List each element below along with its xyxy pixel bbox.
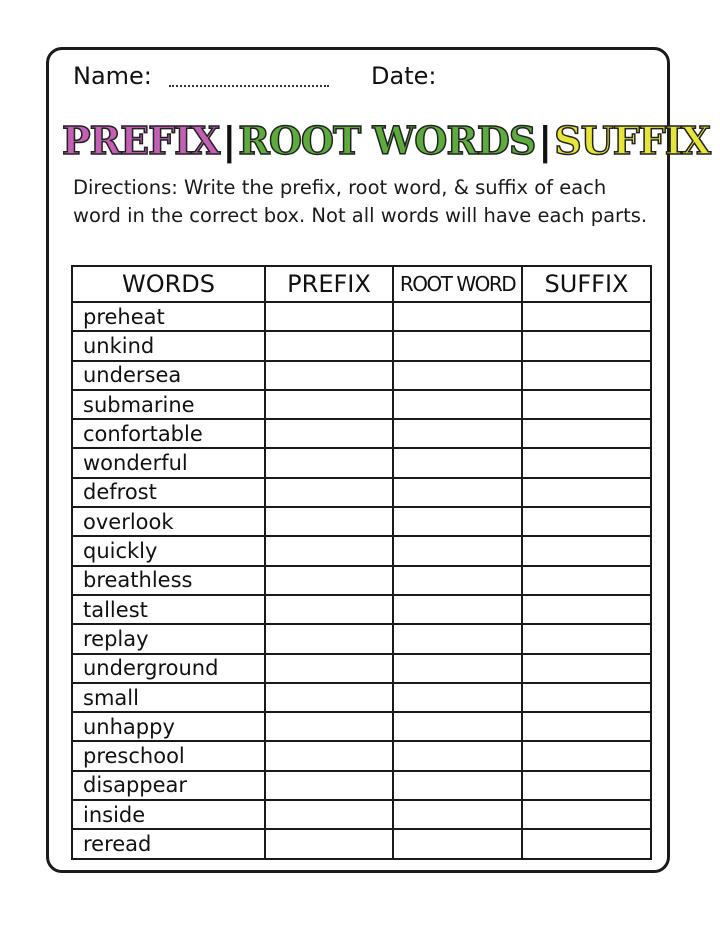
suffix-answer-cell[interactable] bbox=[522, 771, 651, 800]
date-label: Date: bbox=[371, 62, 437, 90]
word-cell: wonderful bbox=[72, 448, 265, 477]
table-row bbox=[72, 683, 651, 712]
table-row bbox=[72, 741, 651, 770]
table-row bbox=[72, 624, 651, 653]
word-cell: preschool bbox=[72, 741, 265, 770]
table-row bbox=[72, 448, 651, 477]
suffix-answer-cell[interactable] bbox=[522, 419, 651, 448]
table-row bbox=[72, 771, 651, 800]
suffix-answer-cell[interactable] bbox=[522, 566, 651, 595]
table-row bbox=[72, 800, 651, 829]
word-cell: inside bbox=[72, 800, 265, 829]
table-row bbox=[72, 654, 651, 683]
table-row bbox=[72, 390, 651, 419]
suffix-answer-cell[interactable] bbox=[522, 361, 651, 390]
prefix-answer-cell[interactable] bbox=[265, 419, 393, 448]
suffix-answer-cell[interactable] bbox=[522, 478, 651, 507]
suffix-answer-cell[interactable] bbox=[522, 829, 651, 858]
word-cell: replay bbox=[72, 624, 265, 653]
suffix-answer-cell[interactable] bbox=[522, 683, 651, 712]
directions-text: Directions: Write the prefix, root word, & suffix of each word in the correct box. Not all words will have each parts. bbox=[73, 176, 648, 227]
suffix-answer-cell[interactable] bbox=[522, 624, 651, 653]
root-word-answer-cell[interactable] bbox=[393, 419, 522, 448]
word-cell: defrost bbox=[72, 478, 265, 507]
prefix-answer-cell[interactable] bbox=[265, 390, 393, 419]
worksheet-title bbox=[62, 112, 710, 170]
word-cell: unkind bbox=[72, 331, 265, 360]
word-cell: breathless bbox=[72, 566, 265, 595]
root-word-answer-cell[interactable] bbox=[393, 771, 522, 800]
table-row bbox=[72, 302, 651, 331]
table-row bbox=[72, 331, 651, 360]
suffix-answer-cell[interactable] bbox=[522, 712, 651, 741]
root-word-answer-cell[interactable] bbox=[393, 683, 522, 712]
word-cell: overlook bbox=[72, 507, 265, 536]
table-row bbox=[72, 712, 651, 741]
word-cell: submarine bbox=[72, 390, 265, 419]
table-row bbox=[72, 419, 651, 448]
suffix-answer-cell[interactable] bbox=[522, 741, 651, 770]
header-suffix: SUFFIX bbox=[522, 266, 651, 302]
title-separator: | bbox=[538, 119, 552, 163]
word-cell: quickly bbox=[72, 536, 265, 565]
title-prefix: PREFIX bbox=[62, 118, 220, 163]
prefix-answer-cell[interactable] bbox=[265, 624, 393, 653]
word-cell: undersea bbox=[72, 361, 265, 390]
suffix-answer-cell[interactable] bbox=[522, 448, 651, 477]
prefix-answer-cell[interactable] bbox=[265, 478, 393, 507]
word-cell: disappear bbox=[72, 771, 265, 800]
root-word-answer-cell[interactable] bbox=[393, 654, 522, 683]
word-cell: unhappy bbox=[72, 712, 265, 741]
prefix-answer-cell[interactable] bbox=[265, 829, 393, 858]
root-word-answer-cell[interactable] bbox=[393, 390, 522, 419]
title-suffix: SUFFIX bbox=[554, 118, 710, 163]
word-cell: underground bbox=[72, 654, 265, 683]
root-word-answer-cell[interactable] bbox=[393, 624, 522, 653]
prefix-answer-cell[interactable] bbox=[265, 331, 393, 360]
prefix-answer-cell[interactable] bbox=[265, 302, 393, 331]
name-label: Name: bbox=[73, 62, 152, 90]
prefix-answer-cell[interactable] bbox=[265, 712, 393, 741]
root-word-answer-cell[interactable] bbox=[393, 800, 522, 829]
prefix-answer-cell[interactable] bbox=[265, 683, 393, 712]
word-rows bbox=[72, 302, 651, 859]
table-row bbox=[72, 566, 651, 595]
table-row bbox=[72, 361, 651, 390]
word-cell: tallest bbox=[72, 595, 265, 624]
prefix-answer-cell[interactable] bbox=[265, 566, 393, 595]
root-word-answer-cell[interactable] bbox=[393, 448, 522, 477]
title-separator: | bbox=[222, 119, 236, 163]
prefix-answer-cell[interactable] bbox=[265, 654, 393, 683]
root-word-answer-cell[interactable] bbox=[393, 302, 522, 331]
prefix-answer-cell[interactable] bbox=[265, 800, 393, 829]
name-field[interactable] bbox=[169, 85, 329, 87]
prefix-answer-cell[interactable] bbox=[265, 771, 393, 800]
word-cell: reread bbox=[72, 829, 265, 858]
suffix-answer-cell[interactable] bbox=[522, 595, 651, 624]
suffix-answer-cell[interactable] bbox=[522, 654, 651, 683]
suffix-answer-cell[interactable] bbox=[522, 331, 651, 360]
header-prefix: PREFIX bbox=[265, 266, 393, 302]
word-cell: preheat bbox=[72, 302, 265, 331]
root-word-answer-cell[interactable] bbox=[393, 741, 522, 770]
table-row bbox=[72, 595, 651, 624]
root-word-answer-cell[interactable] bbox=[393, 331, 522, 360]
root-word-answer-cell[interactable] bbox=[393, 566, 522, 595]
root-word-answer-cell[interactable] bbox=[393, 595, 522, 624]
root-word-answer-cell[interactable] bbox=[393, 361, 522, 390]
suffix-answer-cell[interactable] bbox=[522, 536, 651, 565]
header-words: WORDS bbox=[72, 266, 265, 302]
title-root-words: ROOT WORDS bbox=[238, 118, 536, 163]
prefix-answer-cell[interactable] bbox=[265, 536, 393, 565]
root-word-answer-cell[interactable] bbox=[393, 478, 522, 507]
prefix-answer-cell[interactable] bbox=[265, 448, 393, 477]
word-cell: small bbox=[72, 683, 265, 712]
table-row bbox=[72, 536, 651, 565]
header-root-word: ROOT WORD bbox=[393, 266, 522, 302]
table-row bbox=[72, 507, 651, 536]
table-header-row bbox=[72, 266, 651, 302]
root-word-answer-cell[interactable] bbox=[393, 829, 522, 858]
name-date-row bbox=[73, 58, 653, 94]
suffix-answer-cell[interactable] bbox=[522, 390, 651, 419]
prefix-answer-cell[interactable] bbox=[265, 595, 393, 624]
table-row bbox=[72, 478, 651, 507]
suffix-answer-cell[interactable] bbox=[522, 302, 651, 331]
prefix-answer-cell[interactable] bbox=[265, 507, 393, 536]
table-row bbox=[72, 829, 651, 858]
prefix-answer-cell[interactable] bbox=[265, 361, 393, 390]
prefix-answer-cell[interactable] bbox=[265, 741, 393, 770]
suffix-answer-cell[interactable] bbox=[522, 800, 651, 829]
word-cell: confortable bbox=[72, 419, 265, 448]
word-table bbox=[71, 265, 652, 860]
suffix-answer-cell[interactable] bbox=[522, 507, 651, 536]
root-word-answer-cell[interactable] bbox=[393, 536, 522, 565]
root-word-answer-cell[interactable] bbox=[393, 712, 522, 741]
root-word-answer-cell[interactable] bbox=[393, 507, 522, 536]
